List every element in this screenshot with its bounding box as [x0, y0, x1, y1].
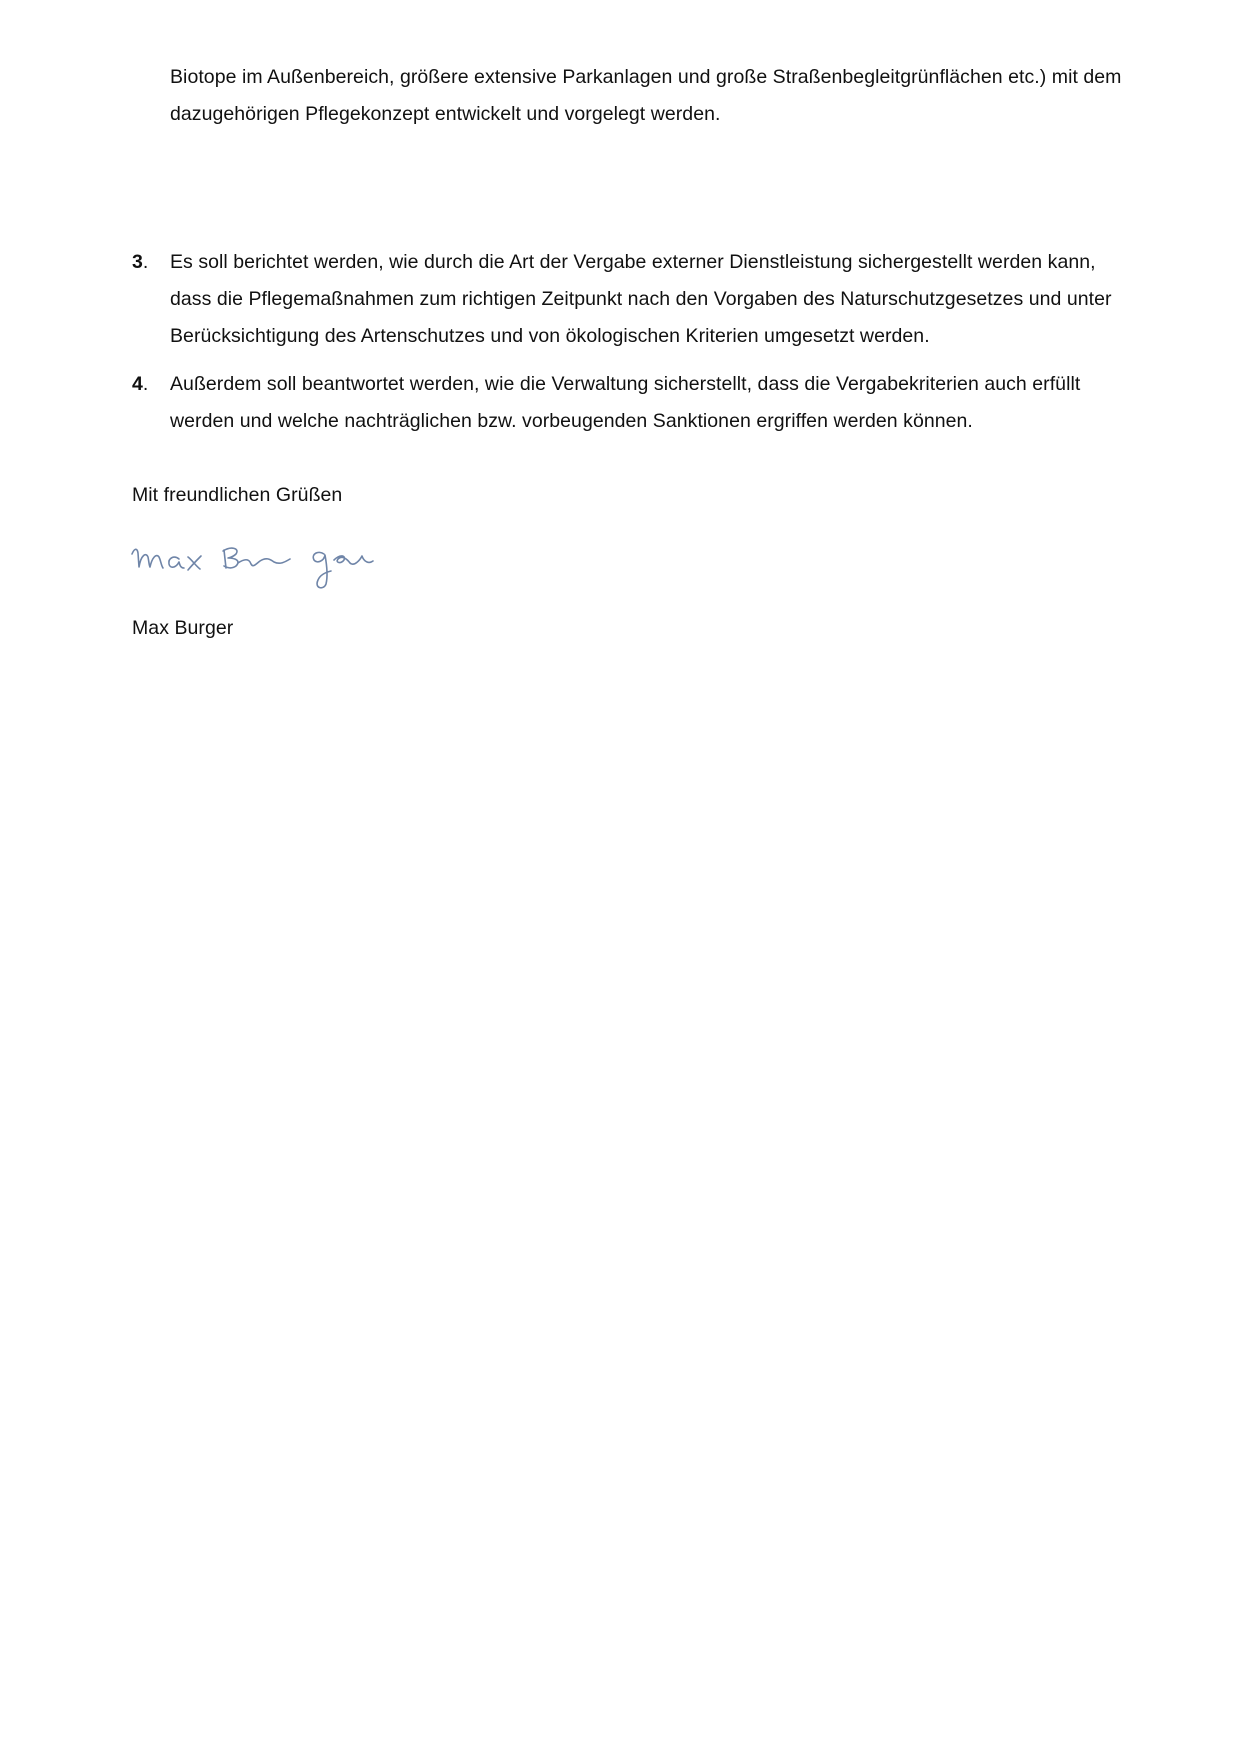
paragraph-line: dazugehörigen Pflegekonzept entwickelt und vorgelegt werden.	[170, 103, 721, 125]
item-line: Es soll berichtet werden, wie durch die Art der Vergabe externer Dienstleistung sichergestellt werden kann,	[170, 251, 1096, 273]
item-line: werden und welche nachträglichen bzw. vorbeugenden Sanktionen ergriffen werden können.	[170, 410, 973, 432]
item-text	[170, 366, 1200, 440]
signature-stroke	[238, 559, 290, 566]
signature-stroke	[313, 552, 331, 587]
item-number-digit: 4	[132, 373, 143, 395]
signature-stroke	[132, 549, 163, 568]
continuation-paragraph	[170, 59, 1200, 133]
item-number-digit: 3	[132, 251, 143, 273]
item-number-punct: .	[142, 373, 149, 395]
item-number	[132, 244, 148, 281]
item-text	[170, 244, 1200, 355]
closing-salutation: Mit freundlichen Grüßen	[132, 484, 343, 506]
item-line: Außerdem soll beantwortet werden, wie die Verwaltung sicherstellt, dass die Vergabekriterien auch erfüllt	[170, 373, 1081, 395]
item-line: Berücksichtigung des Artenschutzes und von ökologischen Kriterien umgesetzt werden.	[170, 325, 930, 347]
signature-stroke	[169, 557, 184, 568]
item-number	[132, 366, 148, 403]
item-number-punct: .	[142, 251, 149, 273]
signature-stroke	[334, 556, 373, 564]
signer-name: Max Burger	[132, 617, 234, 639]
paragraph-line: Biotope im Außenbereich, größere extensive Parkanlagen und große Straßenbegleitgrünflächen etc.) mit dem	[170, 66, 1122, 88]
handwritten-signature	[128, 524, 408, 592]
item-line: dass die Pflegemaßnahmen zum richtigen Zeitpunkt nach den Vorgaben des Naturschutzgesetzes und unter	[170, 288, 1112, 310]
